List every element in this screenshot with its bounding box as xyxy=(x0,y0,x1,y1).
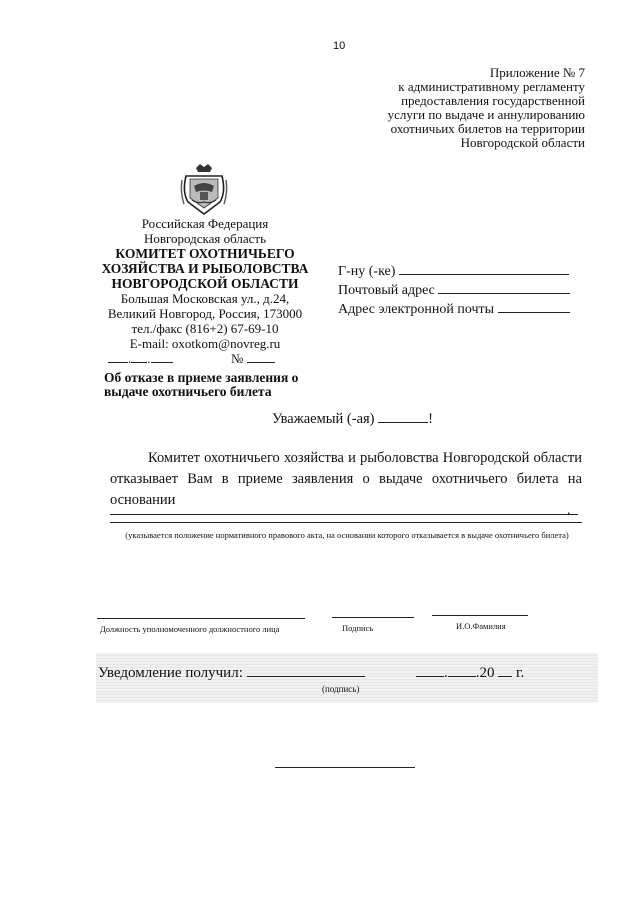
notice-signature-hint: (подпись) xyxy=(322,684,360,694)
notice-month-field[interactable] xyxy=(448,664,476,677)
org-phone: тел./факс (816+2) 67-69-10 xyxy=(131,321,279,336)
basis-field[interactable] xyxy=(110,514,578,515)
date-dot: . xyxy=(147,351,151,366)
notice-date xyxy=(416,664,524,682)
org-email: E-mail: oxotkom@novreg.ru xyxy=(129,336,281,351)
postal-label: Почтовый адрес xyxy=(338,283,435,298)
appendix-line: предоставления государственной xyxy=(401,93,585,108)
basis-note: (указывается положение нормативного правового акта, на основании которого отказывается в выдаче охотничьего билета) xyxy=(125,530,569,540)
number-label: № xyxy=(231,351,244,366)
appendix-header xyxy=(285,66,585,150)
position-label: Должность уполномоченного должностного лица xyxy=(100,624,280,634)
citizen-label: Г-ну (-ке) xyxy=(338,264,396,279)
full-name-field[interactable] xyxy=(432,615,528,616)
appendix-line: охотничьих билетов на территории xyxy=(390,121,585,136)
appendix-line: Новгородской области xyxy=(460,135,585,150)
org-name-line: НОВГОРОДСКОЙ ОБЛАСТИ xyxy=(111,276,299,291)
novgorod-coat-of-arms-icon xyxy=(178,162,230,218)
bottom-line xyxy=(275,767,415,768)
date-year-field[interactable] xyxy=(151,350,173,363)
notice-received xyxy=(98,664,365,682)
date-day-field[interactable] xyxy=(108,350,128,363)
basis-field-line[interactable] xyxy=(110,522,582,523)
letter-subject: Об отказе в приеме заявления о выдаче охотничьего билета xyxy=(104,370,299,399)
year-suffix: г. xyxy=(516,665,525,681)
addressee-block xyxy=(338,262,570,319)
basis-dot: . xyxy=(567,503,571,518)
email-label: Адрес электронной почты xyxy=(338,302,495,317)
date-dot: . xyxy=(475,665,480,681)
greeting-name-field[interactable] xyxy=(378,410,428,423)
date-dot: . xyxy=(128,351,132,366)
body-paragraph: Комитет охотничьего хозяйства и рыболовства Новгородской области отказывает Вам в приеме заявления о выдаче охотничьего билета на основании xyxy=(110,450,582,508)
org-name-line: ХОЗЯЙСТВА И РЫБОЛОВСТВА xyxy=(101,261,309,276)
notice-year-field[interactable] xyxy=(498,664,512,677)
date-dot: . xyxy=(444,665,448,681)
org-address-line: Великий Новгород, Россия, 173000 xyxy=(107,306,303,321)
greeting-prefix: Уважаемый (-ая) xyxy=(272,411,375,427)
appendix-line: Приложение № 7 xyxy=(489,65,585,80)
year-prefix: 20 xyxy=(479,665,495,681)
country: Российская Федерация xyxy=(141,216,269,231)
notice-label: Уведомление получил: xyxy=(98,665,243,681)
organization-block xyxy=(100,216,310,351)
page-number: 10 xyxy=(333,40,346,52)
full-name-label: И.О.Фамилия xyxy=(456,621,506,631)
notice-day-field[interactable] xyxy=(416,664,444,677)
email-row xyxy=(338,300,570,319)
outgoing-date-number xyxy=(108,350,275,367)
email-field[interactable] xyxy=(498,300,570,313)
citizen-row xyxy=(338,262,570,281)
postal-address-field[interactable] xyxy=(438,281,570,294)
appendix-line: услуги по выдаче и аннулированию xyxy=(387,107,585,122)
number-field[interactable] xyxy=(247,350,275,363)
citizen-name-field[interactable] xyxy=(399,262,569,275)
notice-signature-field[interactable] xyxy=(247,664,365,677)
greeting-suffix: ! xyxy=(428,411,433,427)
position-field[interactable] xyxy=(97,618,305,619)
signature-label: Подпись xyxy=(342,623,374,633)
postal-row xyxy=(338,281,570,300)
org-name-line: КОМИТЕТ ОХОТНИЧЬЕГО xyxy=(115,246,295,261)
region: Новгородская область xyxy=(143,231,267,246)
signature-field[interactable] xyxy=(332,617,414,618)
date-month-field[interactable] xyxy=(131,350,147,363)
org-address-line: Большая Московская ул., д.24, xyxy=(120,291,290,306)
appendix-line: к административному регламенту xyxy=(398,79,585,94)
greeting xyxy=(272,410,433,428)
